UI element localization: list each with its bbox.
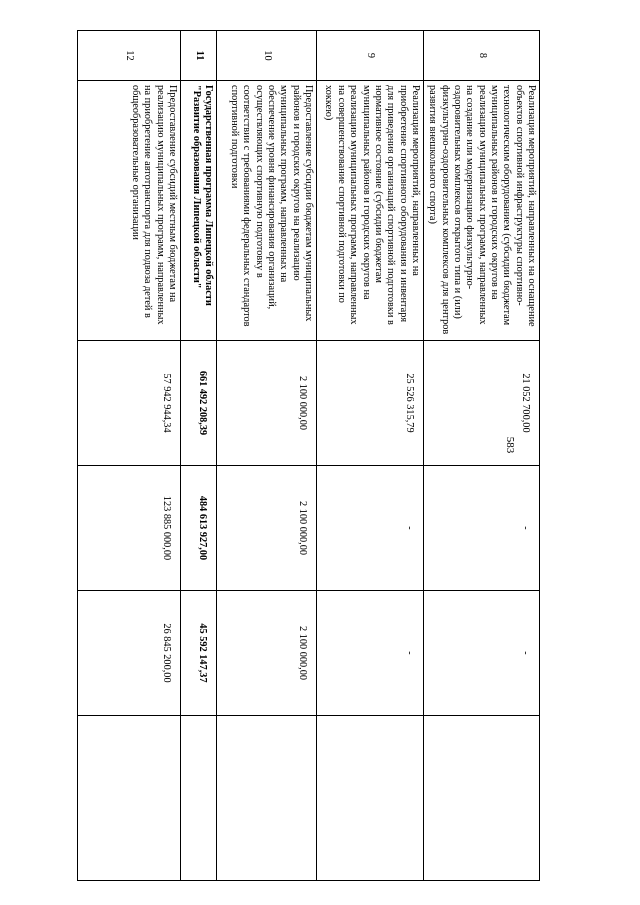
table-row — [77, 31, 180, 881]
value-cell: - — [316, 591, 423, 716]
page-number: 583 — [504, 436, 516, 454]
table-row — [216, 31, 316, 881]
budget-table — [77, 30, 540, 881]
value-cell: 26 845 200,00 — [77, 591, 180, 716]
empty-cell — [423, 716, 539, 881]
row-number: 10 — [216, 31, 316, 81]
table-row — [180, 31, 216, 881]
row-number: 12 — [77, 31, 180, 81]
empty-cell — [77, 716, 180, 881]
row-name: Реализация мероприятий, направленных на приобретение спортивного оборудования и инвентаря для приведения организаций спортивной подготовки в нормативное состояние (субсидии бюджетам муниципальных районов и городских округов на реализацию муниципальных программ, направленных на совершенствование спортивной подготовки по хоккею) — [316, 81, 423, 341]
row-number: 9 — [316, 31, 423, 81]
rotated-table-container — [95, 30, 540, 880]
empty-cell — [180, 716, 216, 881]
value-cell: 123 885 000,00 — [77, 466, 180, 591]
row-number: 11 — [180, 31, 216, 81]
table-row — [316, 31, 423, 881]
row-name: Реализация мероприятий, направленных на оснащение объектов спортивной инфраструктуры спортивно-технологическим оборудованием (субсидии бюджетам муниципальных районов и городских округов на реализацию муниципальных программ, направленных на создание или модернизацию физкультурно-оздоровительных комплексов открытого типа и (или) физкультурно-оздоровительных комплексов для центров развития внешкольного спорта) — [423, 81, 539, 341]
value-cell: 57 942 944,34 — [77, 341, 180, 466]
value-cell: 2 100 000,00 — [216, 591, 316, 716]
value-cell: 484 613 927,00 — [180, 466, 216, 591]
empty-cell — [316, 716, 423, 881]
empty-cell — [216, 716, 316, 881]
value-cell: 25 526 315,79 — [316, 341, 423, 466]
row-name: Предоставление субсидий местным бюджетам на реализацию муниципальных программ, направленных на приобретение автотранспорта для подвоза детей в общеобразовательные организации — [77, 81, 180, 341]
row-number: 8 — [423, 31, 539, 81]
value-cell: 661 492 208,39 — [180, 341, 216, 466]
row-name: Государственная программа Липецкой области "Развитие образования Липецкой области" — [180, 81, 216, 341]
value-cell: 21 052 700,00 — [423, 341, 539, 466]
value-cell: - — [423, 591, 539, 716]
value-cell: 2 100 000,00 — [216, 466, 316, 591]
value-cell: 2 100 000,00 — [216, 341, 316, 466]
value-cell: 45 592 147,37 — [180, 591, 216, 716]
value-cell: - — [423, 466, 539, 591]
table-row — [423, 31, 539, 881]
value-cell: - — [316, 466, 423, 591]
row-name: Предоставление субсидии бюджетам муниципальных районов и городских округов на реализацию муниципальных программ, направленных на обеспечение уровня финансирования организаций, осуществляющих спортивную подготовку в соответствии с требованиями федеральных стандартов спортивной подготовки — [216, 81, 316, 341]
